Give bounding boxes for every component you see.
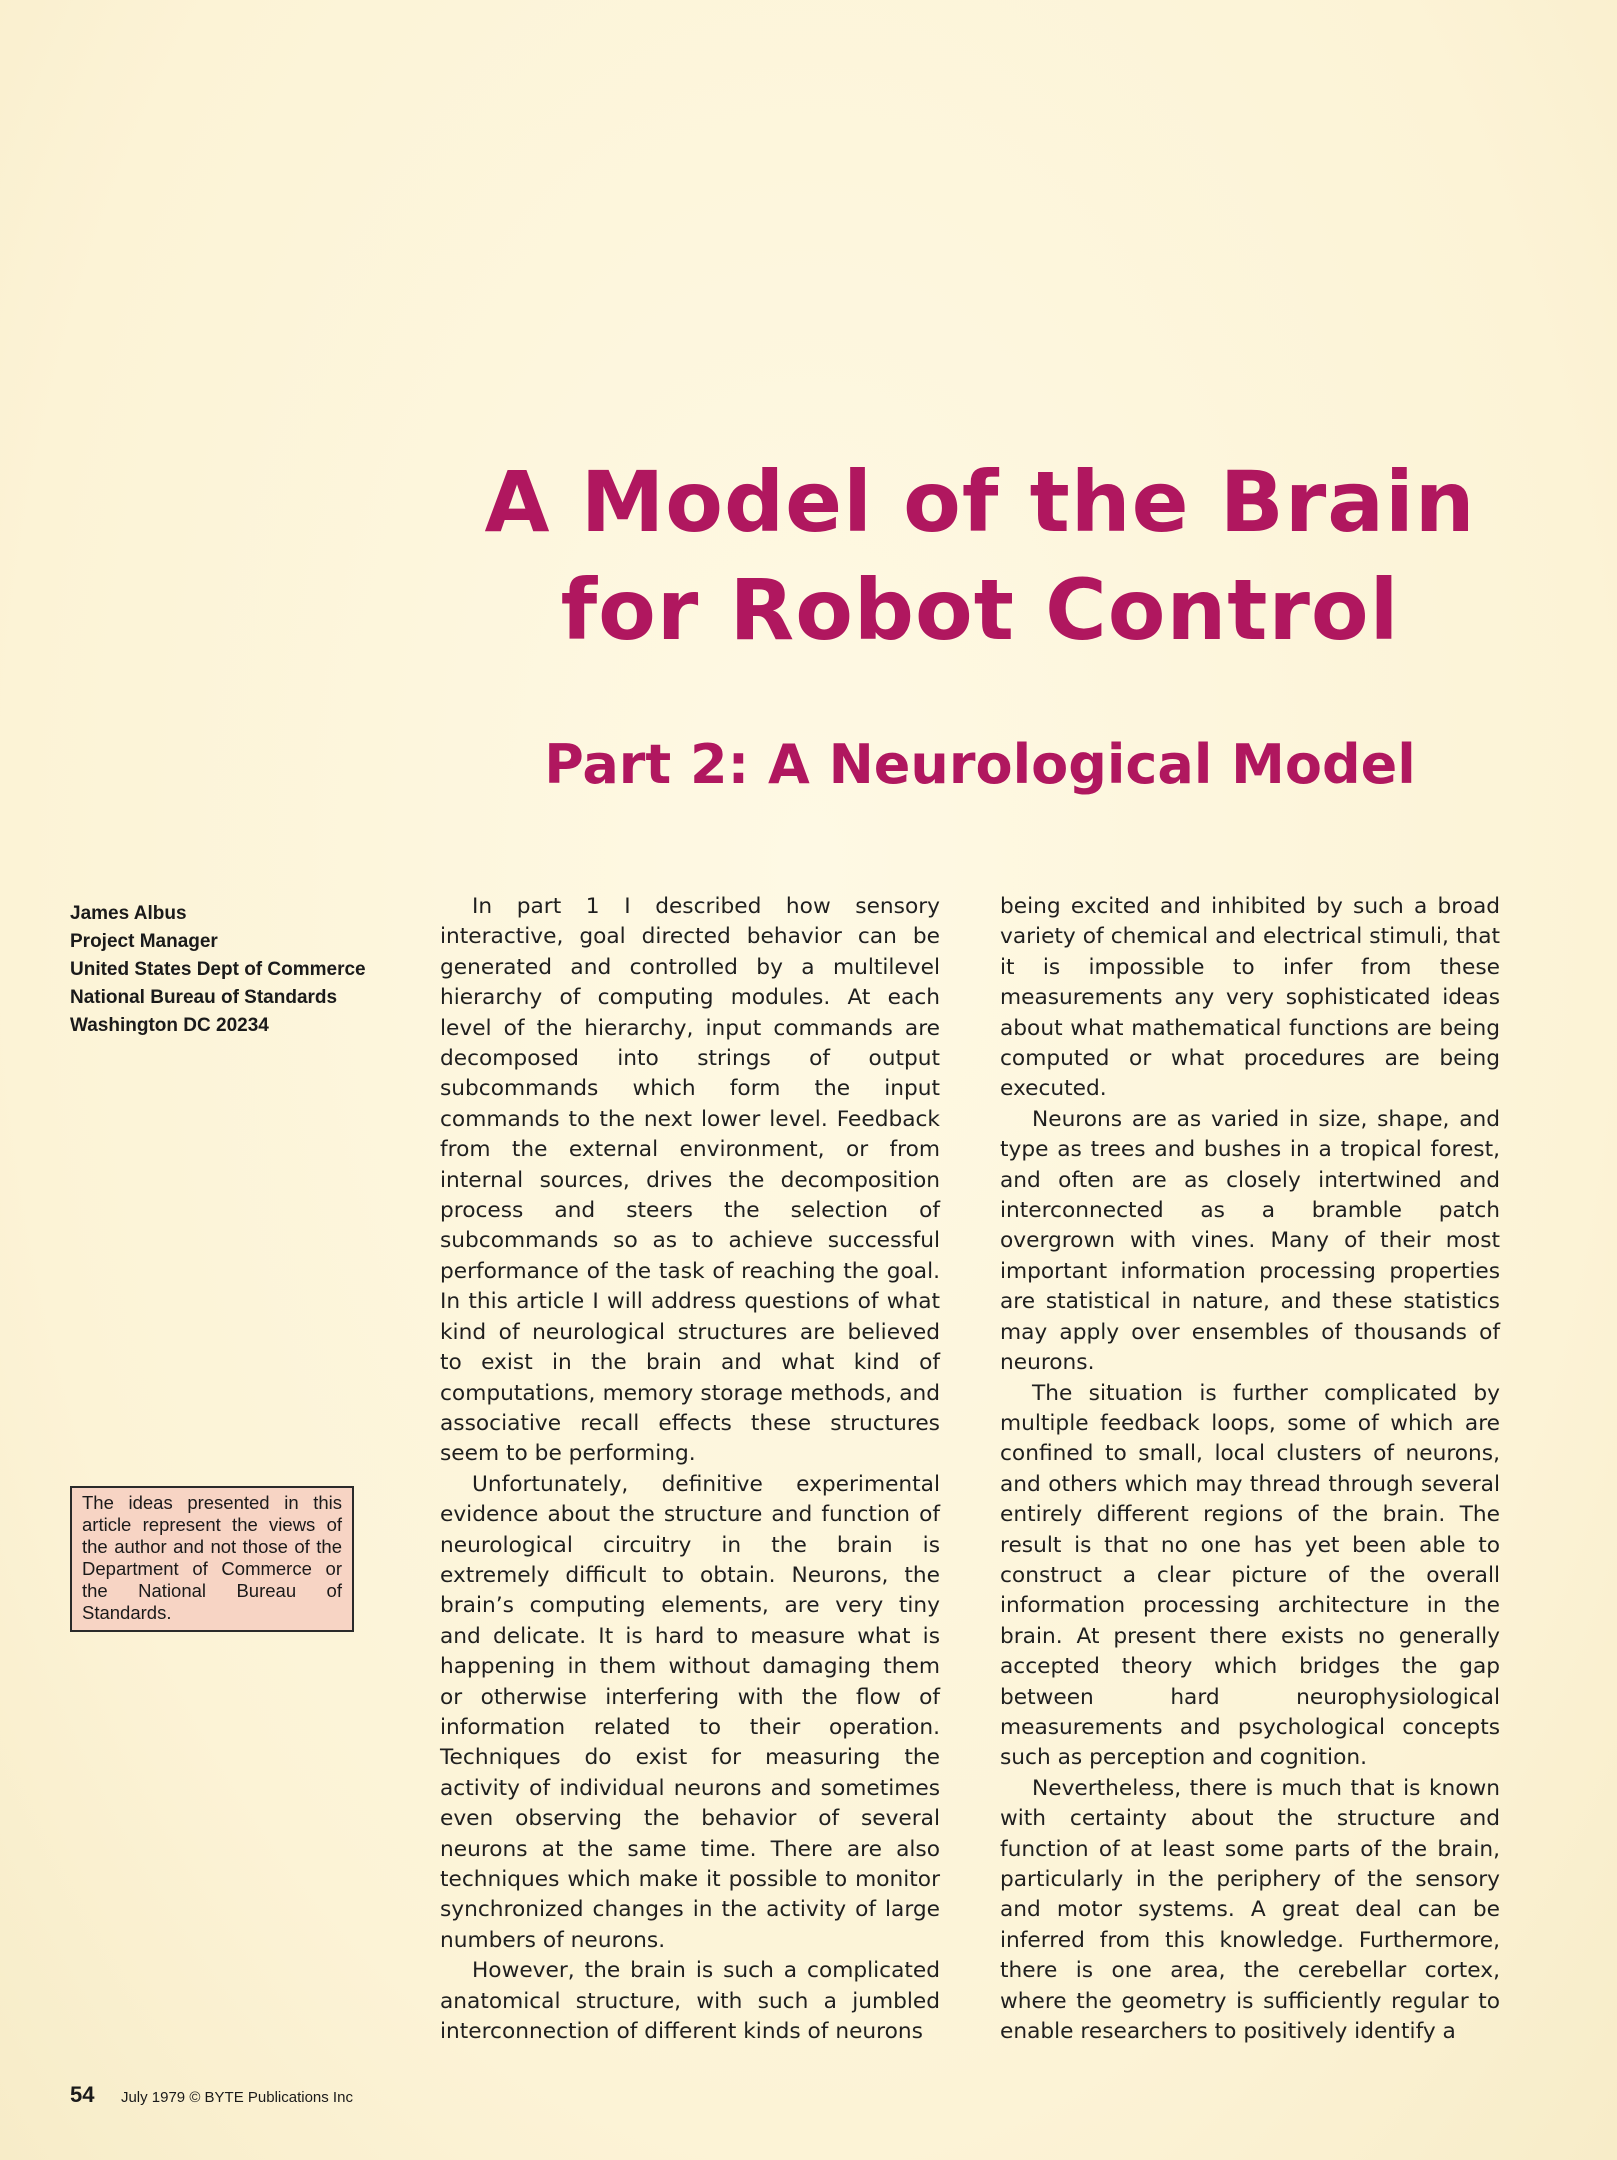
author-bureau: National Bureau of Standards (70, 987, 338, 1008)
body-column-1 (440, 892, 940, 2047)
disclaimer-box: The ideas presented in this article represent the views of the author and not those of the Department of Commerce or the National Bureau of Standards. (70, 1486, 354, 1632)
paragraph: being excited and inhibited by such a broad variety of chemical and electrical stimuli, that it is impossible to infer from these measurements any very sophisticated ideas about what mathematical functions are being computed or what procedures are being executed. (1000, 894, 1500, 1102)
article-title-line-1: A Model of the Brain (484, 453, 1476, 551)
paragraph: Nevertheless, there is much that is known with certainty about the structure and function of at least some parts of the brain, particularly in the periphery of the sensory and motor systems. A great deal can be inferred from this knowledge. Furthermore, there is one area, the cerebellar cortex, where the geometry is sufficiently regular to enable researchers to positively identify a (1000, 1775, 1500, 2045)
author-name: James Albus (70, 903, 187, 924)
paragraph: Neurons are as varied in size, shape, and type as trees and bushes in a tropical forest, and often are as closely intertwined and interconnected as a bramble patch overgrown with vines. Many of their most important information processing properties are statistical in nature, and these statistics may apply over ensembles of thousands of neurons. (1000, 1106, 1500, 1376)
paragraph: Unfortunately, definitive experimental evidence about the structure and function of neurological circuitry in the brain is extremely difficult to obtain. Neurons, the brain’s computing elements, are very tiny and delicate. It is hard to measure what is happening in them without damaging them or otherwise interfering with the flow of information related to their operation. Techniques do exist for measuring the activity of individual neurons and sometimes even observing the behavior of several neurons at the same time. There are also techniques which make it possible to monitor synchronized changes in the activity of large numbers of neurons. (440, 1471, 940, 1953)
paragraph: In part 1 I described how sensory interactive, goal directed behavior can be generated and controlled by a multilevel hierarchy of computing modules. At each level of the hierarchy, input commands are decomposed into strings of output subcommands which form the input commands to the next lower level. Feedback from the external environment, or from internal sources, drives the decomposition process and steers the selection of subcommands so as to achieve successful performance of the task of reaching the goal. In this article I will address questions of what kind of neurological structures are believed to exist in the brain and what kind of computations, memory storage methods, and associative recall effects these structures seem to be performing. (440, 894, 940, 1467)
author-address: Washington DC 20234 (70, 1015, 269, 1036)
article-subtitle: Part 2: A Neurological Model (544, 733, 1416, 796)
body-column-2 (1000, 892, 1500, 2047)
paragraph: The situation is further complicated by multiple feedback loops, some of which are confined to small, local clusters of neurons, and others which may thread through several entirely different regions of the brain. The result is that no one has yet been able to construct a clear picture of the overall information processing architecture in the brain. At present there exists no generally accepted theory which bridges the gap between hard neurophysiological measurements and psychological concepts such as perception and cognition. (1000, 1380, 1500, 1771)
article-title-line-2: for Robot Control (560, 561, 1400, 659)
author-organization: United States Dept of Commerce (70, 959, 366, 980)
author-position: Project Manager (70, 931, 218, 952)
author-block (70, 900, 410, 1040)
paragraph: However, the brain is such a complicated anatomical structure, with such a jumbled interconnection of different kinds of neurons (440, 1958, 940, 2045)
publication-credit: July 1979 © BYTE Publications Inc (120, 2089, 353, 2106)
page-footer (70, 2082, 353, 2108)
page-number: 54 (70, 2082, 95, 2107)
article-title (400, 448, 1560, 664)
